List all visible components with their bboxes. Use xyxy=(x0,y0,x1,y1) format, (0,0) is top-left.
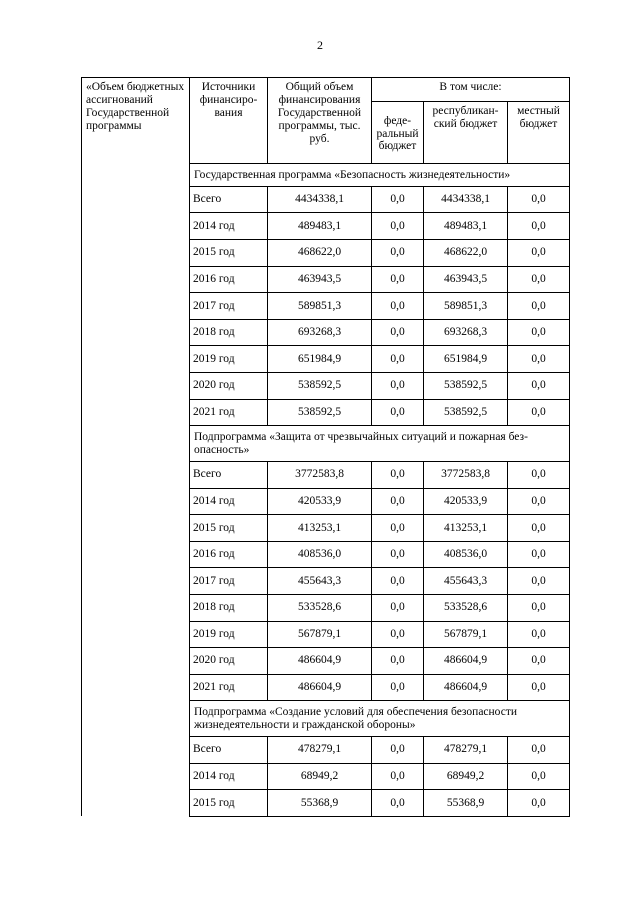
cell-total: 413253,1 xyxy=(268,515,372,542)
cell-total: 4434338,1 xyxy=(268,186,372,213)
cell-federal: 0,0 xyxy=(372,266,424,293)
cell-label: Всего xyxy=(190,737,268,764)
cell-federal: 0,0 xyxy=(372,648,424,675)
cell-total: 478279,1 xyxy=(268,737,372,764)
budget-allocation-label: «Объем бюджетных ассигнований Государственной программы xyxy=(82,78,190,817)
cell-republican: 486604,9 xyxy=(424,648,508,675)
cell-republican: 4434338,1 xyxy=(424,186,508,213)
cell-federal: 0,0 xyxy=(372,461,424,488)
cell-label: Всего xyxy=(190,186,268,213)
cell-federal: 0,0 xyxy=(372,319,424,346)
cell-local: 0,0 xyxy=(508,568,570,595)
cell-label: 2016 год xyxy=(190,541,268,568)
header-federal: феде-ральный бюджет xyxy=(372,102,424,164)
cell-federal: 0,0 xyxy=(372,240,424,267)
section-title: Подпрограмма «Создание условий для обеспечения безопасности жизнедеятельности и гражданской обороны» xyxy=(190,701,570,737)
cell-local: 0,0 xyxy=(508,594,570,621)
cell-total: 651984,9 xyxy=(268,346,372,373)
cell-local: 0,0 xyxy=(508,373,570,400)
cell-total: 489483,1 xyxy=(268,213,372,240)
cell-local: 0,0 xyxy=(508,461,570,488)
cell-label: 2015 год xyxy=(190,515,268,542)
cell-republican: 486604,9 xyxy=(424,674,508,701)
cell-total: 589851,3 xyxy=(268,293,372,320)
header-total: Общий объем финансирования Государственной программы, тыс. руб. xyxy=(268,78,372,164)
cell-total: 455643,3 xyxy=(268,568,372,595)
cell-local: 0,0 xyxy=(508,240,570,267)
cell-federal: 0,0 xyxy=(372,186,424,213)
cell-local: 0,0 xyxy=(508,186,570,213)
cell-local: 0,0 xyxy=(508,488,570,515)
cell-label: 2018 год xyxy=(190,319,268,346)
cell-republican: 489483,1 xyxy=(424,213,508,240)
cell-label: 2014 год xyxy=(190,763,268,790)
cell-federal: 0,0 xyxy=(372,373,424,400)
cell-label: 2015 год xyxy=(190,240,268,267)
cell-republican: 55368,9 xyxy=(424,790,508,817)
cell-total: 693268,3 xyxy=(268,319,372,346)
cell-republican: 463943,5 xyxy=(424,266,508,293)
section-title: Подпрограмма «Защита от чрезвычайных ситуаций и пожарная без-опасность» xyxy=(190,426,570,462)
header-sources: Источники финансиро-вания xyxy=(190,78,268,164)
header-local: местный бюджет xyxy=(508,102,570,164)
cell-label: 2017 год xyxy=(190,293,268,320)
cell-total: 533528,6 xyxy=(268,594,372,621)
cell-label: 2017 год xyxy=(190,568,268,595)
header-republican: республикан-ский бюджет xyxy=(424,102,508,164)
cell-federal: 0,0 xyxy=(372,346,424,373)
cell-label: 2015 год xyxy=(190,790,268,817)
cell-total: 486604,9 xyxy=(268,674,372,701)
cell-republican: 567879,1 xyxy=(424,621,508,648)
cell-label: 2021 год xyxy=(190,674,268,701)
cell-local: 0,0 xyxy=(508,621,570,648)
cell-local: 0,0 xyxy=(508,399,570,426)
cell-local: 0,0 xyxy=(508,266,570,293)
cell-total: 68949,2 xyxy=(268,763,372,790)
cell-federal: 0,0 xyxy=(372,293,424,320)
budget-table-body xyxy=(82,78,570,817)
cell-label: 2014 год xyxy=(190,213,268,240)
cell-local: 0,0 xyxy=(508,515,570,542)
cell-label: Всего xyxy=(190,461,268,488)
cell-total: 3772583,8 xyxy=(268,461,372,488)
cell-republican: 538592,5 xyxy=(424,399,508,426)
cell-local: 0,0 xyxy=(508,541,570,568)
cell-label: 2019 год xyxy=(190,621,268,648)
cell-label: 2018 год xyxy=(190,594,268,621)
cell-total: 408536,0 xyxy=(268,541,372,568)
cell-federal: 0,0 xyxy=(372,763,424,790)
cell-label: 2021 год xyxy=(190,399,268,426)
section-title: Государственная программа «Безопасность жизнедеятельности» xyxy=(190,164,570,187)
cell-label: 2014 год xyxy=(190,488,268,515)
cell-local: 0,0 xyxy=(508,737,570,764)
cell-republican: 478279,1 xyxy=(424,737,508,764)
cell-republican: 68949,2 xyxy=(424,763,508,790)
cell-total: 420533,9 xyxy=(268,488,372,515)
cell-republican: 651984,9 xyxy=(424,346,508,373)
cell-federal: 0,0 xyxy=(372,594,424,621)
cell-local: 0,0 xyxy=(508,674,570,701)
cell-total: 538592,5 xyxy=(268,373,372,400)
page-number: 2 xyxy=(317,38,323,52)
cell-republican: 693268,3 xyxy=(424,319,508,346)
cell-federal: 0,0 xyxy=(372,515,424,542)
budget-table xyxy=(81,77,570,817)
cell-local: 0,0 xyxy=(508,293,570,320)
cell-label: 2020 год xyxy=(190,648,268,675)
cell-total: 463943,5 xyxy=(268,266,372,293)
cell-federal: 0,0 xyxy=(372,568,424,595)
cell-total: 468622,0 xyxy=(268,240,372,267)
cell-federal: 0,0 xyxy=(372,790,424,817)
cell-local: 0,0 xyxy=(508,648,570,675)
cell-local: 0,0 xyxy=(508,346,570,373)
cell-local: 0,0 xyxy=(508,319,570,346)
cell-label: 2016 год xyxy=(190,266,268,293)
header-row xyxy=(82,78,570,102)
cell-federal: 0,0 xyxy=(372,488,424,515)
cell-label: 2019 год xyxy=(190,346,268,373)
cell-republican: 420533,9 xyxy=(424,488,508,515)
cell-local: 0,0 xyxy=(508,763,570,790)
cell-republican: 3772583,8 xyxy=(424,461,508,488)
cell-federal: 0,0 xyxy=(372,541,424,568)
cell-republican: 413253,1 xyxy=(424,515,508,542)
cell-total: 538592,5 xyxy=(268,399,372,426)
cell-federal: 0,0 xyxy=(372,399,424,426)
cell-republican: 533528,6 xyxy=(424,594,508,621)
cell-local: 0,0 xyxy=(508,790,570,817)
cell-republican: 408536,0 xyxy=(424,541,508,568)
header-including: В том числе: xyxy=(372,78,570,102)
cell-label: 2020 год xyxy=(190,373,268,400)
cell-federal: 0,0 xyxy=(372,213,424,240)
cell-local: 0,0 xyxy=(508,213,570,240)
cell-republican: 468622,0 xyxy=(424,240,508,267)
cell-total: 486604,9 xyxy=(268,648,372,675)
cell-federal: 0,0 xyxy=(372,621,424,648)
cell-republican: 589851,3 xyxy=(424,293,508,320)
cell-federal: 0,0 xyxy=(372,674,424,701)
cell-total: 55368,9 xyxy=(268,790,372,817)
cell-total: 567879,1 xyxy=(268,621,372,648)
cell-republican: 455643,3 xyxy=(424,568,508,595)
cell-federal: 0,0 xyxy=(372,737,424,764)
cell-republican: 538592,5 xyxy=(424,373,508,400)
